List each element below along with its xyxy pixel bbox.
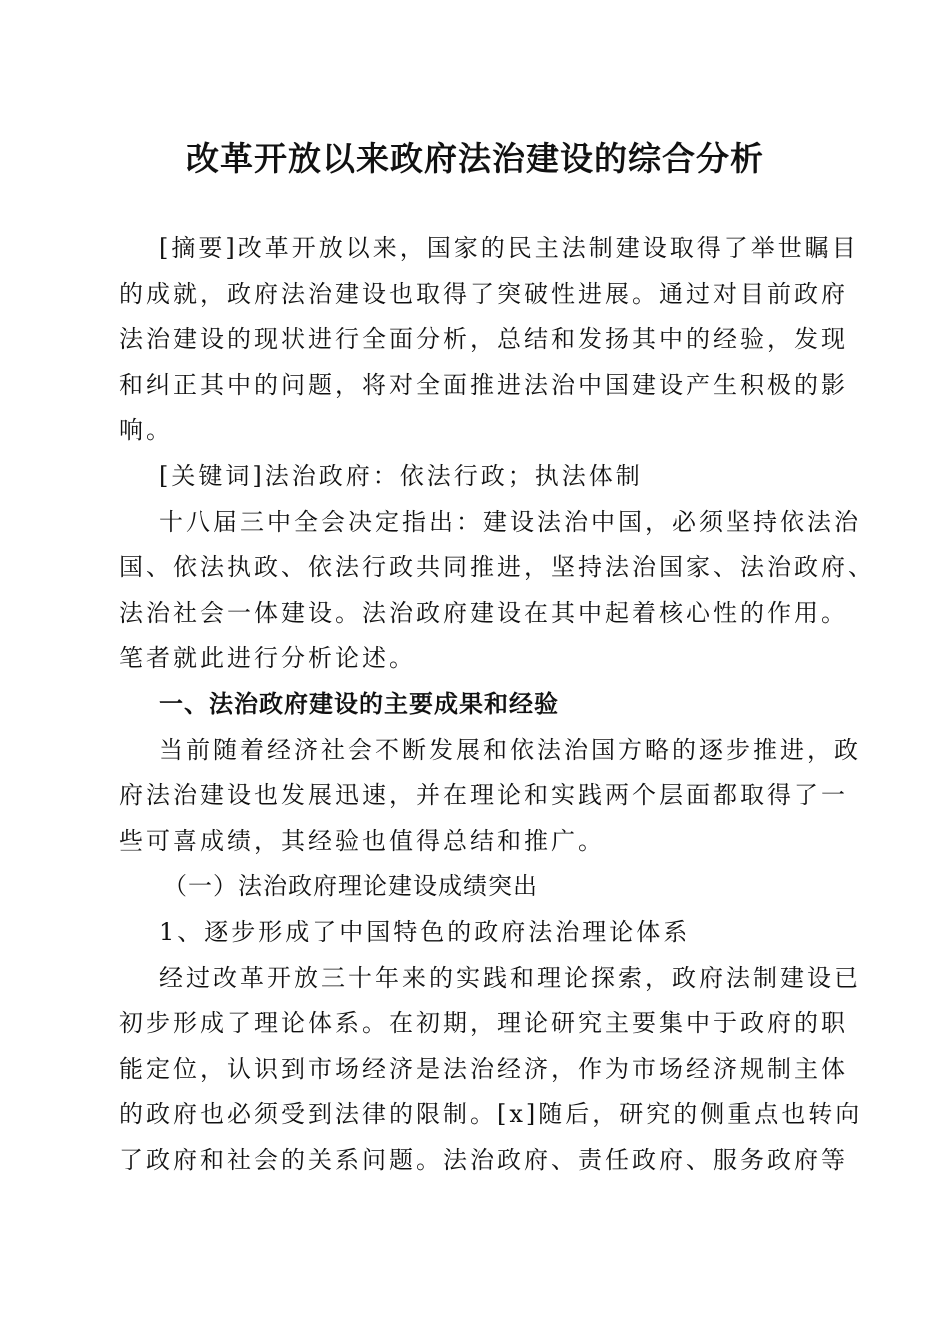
abstract-line: 响。 [119, 416, 173, 445]
intro-line: 国、依法执政、依法行政共同推进，坚持法治国家、法治政府、 [119, 553, 875, 582]
document-title: 改革开放以来政府法治建设的综合分析 [186, 139, 764, 178]
item1-line: 能定位，认识到市场经济是法治经济，作为市场经济规制主体 [119, 1054, 848, 1083]
intro-paragraph [119, 500, 875, 682]
section1-paragraph [119, 728, 861, 865]
intro-line: 十八届三中全会决定指出：建设法治中国，必须坚持依法治 [159, 507, 861, 536]
abstract-line: 法治建设的现状进行全面分析，总结和发扬其中的经验，发现 [119, 325, 848, 354]
item1-paragraph [119, 956, 863, 1184]
section1-line: 府法治建设也发展迅速，并在理论和实践两个层面都取得了一 [119, 781, 848, 810]
section1-line: 当前随着经济社会不断发展和依法治国方略的逐步推进，政 [159, 735, 861, 764]
intro-line: 法治社会一体建设。法治政府建设在其中起着核心性的作用。 [119, 598, 848, 627]
item-heading: 1、逐步形成了中国特色的政府法治理论体系 [159, 917, 691, 946]
abstract-line: [摘要]改革开放以来，国家的民主法制建设取得了举世瞩目 [159, 234, 859, 262]
intro-line: 笔者就此进行分析论述。 [119, 644, 416, 673]
item1-line: 的政府也必须受到法律的限制。[x]随后，研究的侧重点也转向 [119, 1100, 863, 1129]
item1-line: 经过改革开放三十年来的实践和理论探索，政府法制建设已 [159, 963, 861, 992]
section-heading: 一、法治政府建设的主要成果和经验 [159, 689, 559, 718]
document-body [119, 226, 875, 1183]
item1-line: 初步形成了理论体系。在初期，理论研究主要集中于政府的职 [119, 1009, 848, 1038]
item1-line: 了政府和社会的关系问题。法治政府、责任政府、服务政府等 [119, 1145, 848, 1174]
abstract-line: 的成就，政府法治建设也取得了突破性进展。通过对目前政府 [119, 279, 848, 308]
section1-line: 些可喜成绩，其经验也值得总结和推广。 [119, 826, 605, 855]
subsection-heading: （一）法治政府理论建设成绩突出 [163, 872, 538, 901]
abstract-paragraph [119, 226, 859, 454]
abstract-line: 和纠正其中的问题，将对全面推进法治中国建设产生积极的影 [119, 370, 848, 399]
keywords-line: [关键词]法治政府：依法行政；执法体制 [159, 461, 643, 490]
